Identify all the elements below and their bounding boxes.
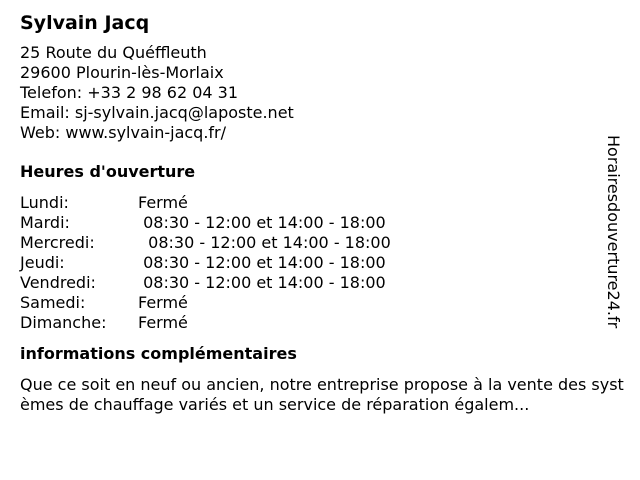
email-line: Email: sj-sylvain.jacq@laposte.net <box>20 103 294 122</box>
hours-time: Fermé <box>138 293 188 312</box>
hours-time: 08:30 - 12:00 et 14:00 - 18:00 <box>138 233 391 252</box>
site-watermark: Horairesdouverture24.fr <box>604 135 623 329</box>
additional-info-text: Que ce soit en neuf ou ancien, notre entreprise propose à la vente des systèmes de chauffage variés et un service de réparation égalem... <box>20 375 624 414</box>
web-line: Web: www.sylvain-jacq.fr/ <box>20 123 227 142</box>
hours-row <box>20 273 615 293</box>
hours-time: Fermé <box>138 193 188 212</box>
hours-day: Vendredi: <box>20 273 96 292</box>
hours-time: Fermé <box>138 313 188 332</box>
hours-row <box>20 313 615 333</box>
hours-day: Dimanche: <box>20 313 107 332</box>
hours-time: 08:30 - 12:00 et 14:00 - 18:00 <box>138 273 386 292</box>
hours-row <box>20 213 615 233</box>
address-line-2: 29600 Plourin-lès-Morlaix <box>20 63 224 82</box>
opening-hours-table <box>20 193 615 333</box>
hours-row <box>20 233 615 253</box>
hours-row <box>20 293 615 313</box>
business-name: Sylvain Jacq <box>20 12 150 34</box>
hours-day: Lundi: <box>20 193 69 212</box>
phone-line: Telefon: +33 2 98 62 04 31 <box>20 83 239 102</box>
hours-day: Samedi: <box>20 293 86 312</box>
hours-row <box>20 253 615 273</box>
additional-info-heading: informations complémentaires <box>20 344 297 363</box>
opening-hours-heading: Heures d'ouverture <box>20 162 196 181</box>
hours-day: Jeudi: <box>20 253 65 272</box>
hours-row <box>20 193 615 213</box>
hours-day: Mercredi: <box>20 233 95 252</box>
hours-time: 08:30 - 12:00 et 14:00 - 18:00 <box>138 253 386 272</box>
hours-day: Mardi: <box>20 213 70 232</box>
hours-time: 08:30 - 12:00 et 14:00 - 18:00 <box>138 213 386 232</box>
address-line-1: 25 Route du Quéffleuth <box>20 43 207 62</box>
business-card <box>20 10 624 415</box>
